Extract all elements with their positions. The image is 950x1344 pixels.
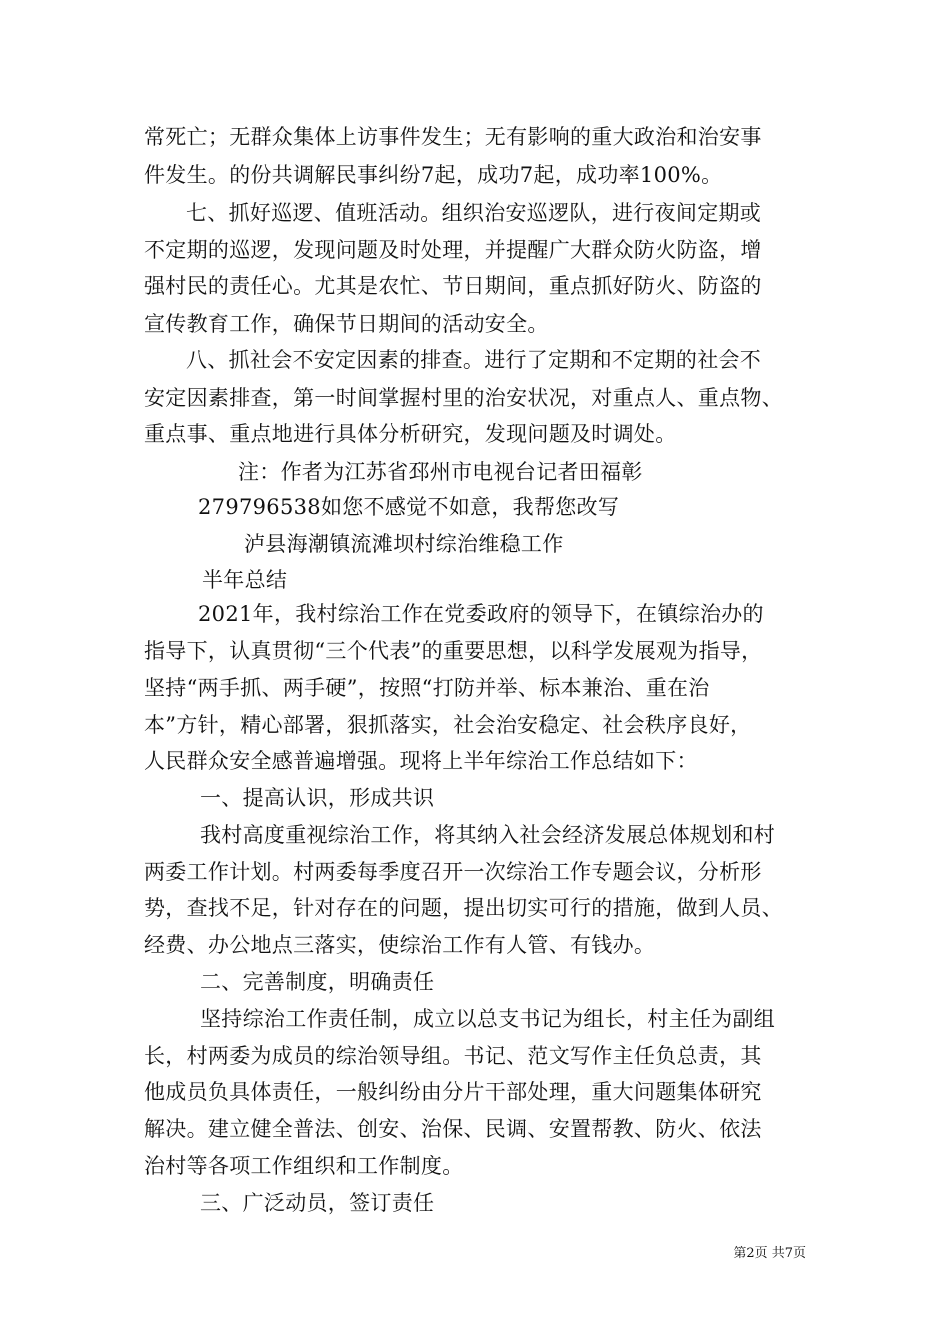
- text-line: 宣传教育工作，确保节日期间的活动安全。: [144, 312, 549, 336]
- section-heading: 三、广泛动员，签订责任: [200, 1191, 435, 1215]
- text-line: 解决。建立健全普法、创安、治保、民调、安置帮教、防火、依法: [144, 1117, 762, 1141]
- text-line: 他成员负具体责任，一般纠纷由分片干部处理，重大问题集体研究: [144, 1080, 762, 1104]
- text-line: 279796538如您不感觉不如意，我帮您改写: [198, 495, 620, 519]
- text-line: 件发生。的份共调解民事纠纷7起，成功7起，成功率100%。: [144, 163, 723, 187]
- text-line: 坚持综治工作责任制，成立以总支书记为组长，村主任为副组: [200, 1007, 776, 1031]
- text-line: 我村高度重视综治工作，将其纳入社会经济发展总体规划和村: [200, 823, 776, 847]
- document-subtitle: 半年总结: [202, 568, 288, 592]
- text-line: 不定期的巡逻，发现问题及时处理，并提醒广大群众防火防盗，增: [144, 238, 762, 262]
- document-subtitle: 泸县海潮镇流滩坝村综治维稳工作: [244, 532, 564, 556]
- text-line: 治村等各项工作组织和工作制度。: [144, 1154, 464, 1178]
- text-line: 八、抓社会不安定因素的排查。进行了定期和不定期的社会不: [186, 348, 762, 372]
- text-line: 安定因素排查，第一时间掌握村里的治安状况，对重点人、重点物、: [144, 386, 783, 410]
- text-line: 坚持“两手抓、两手硬”，按照“打防并举、标本兼治、重在治: [144, 676, 710, 700]
- text-line: 2021年，我村综治工作在党委政府的领导下，在镇综治办的: [198, 602, 764, 626]
- text-line: 重点事、重点地进行具体分析研究，发现问题及时调处。: [144, 422, 677, 446]
- text-line: 注：作者为江苏省邳州市电视台记者田福彰: [238, 460, 643, 484]
- text-line: 本”方针，精心部署，狠抓落实，社会治安稳定、社会秩序良好，: [144, 713, 752, 737]
- text-line: 长，村两委为成员的综治领导组。书记、范文写作主任负总责，其: [144, 1044, 762, 1068]
- text-line: 经费、办公地点三落实，使综治工作有人管、有钱办。: [144, 933, 656, 957]
- text-line: 指导下，认真贯彻“三个代表”的重要思想，以科学发展观为指导，: [144, 639, 763, 663]
- text-line: 两委工作计划。村两委每季度召开一次综治工作专题会议，分析形: [144, 860, 762, 884]
- text-line: 七、抓好巡逻、值班活动。组织治安巡逻队，进行夜间定期或: [186, 201, 762, 225]
- text-line: 人民群众安全感普遍增强。现将上半年综治工作总结如下：: [144, 749, 698, 773]
- section-heading: 二、完善制度，明确责任: [200, 970, 435, 994]
- text-line: 势，查找不足，针对存在的问题，提出切实可行的措施，做到人员、: [144, 896, 783, 920]
- text-line: 常死亡；无群众集体上访事件发生；无有影响的重大政治和治安事: [144, 125, 762, 149]
- section-heading: 一、提高认识，形成共识: [200, 786, 435, 810]
- text-line: 强村民的责任心。尤其是农忙、节日期间，重点抓好防火、防盗的: [144, 274, 762, 298]
- page-number: 第2页 共7页: [733, 1246, 806, 1261]
